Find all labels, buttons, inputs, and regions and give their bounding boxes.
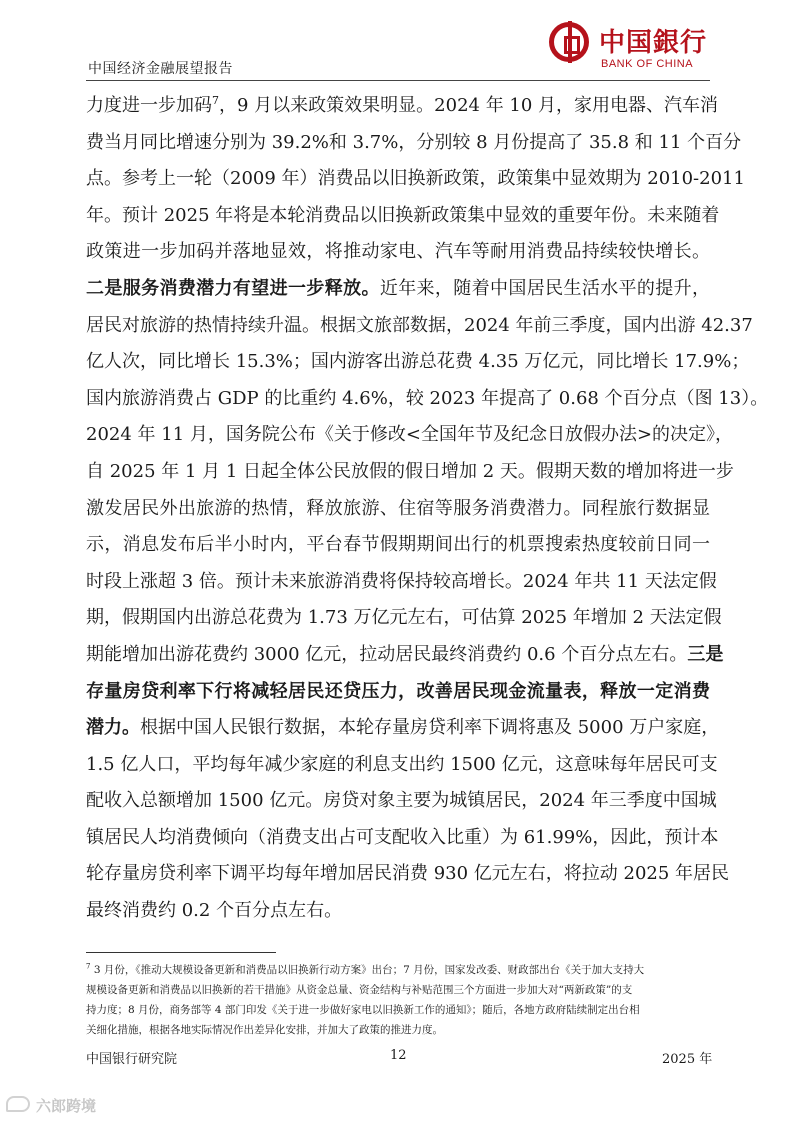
page-number: 12	[390, 1048, 407, 1063]
bank-emblem-icon	[549, 22, 589, 62]
body-line	[86, 710, 720, 747]
footnote-line	[86, 960, 710, 980]
body-line	[86, 161, 745, 198]
body-line	[86, 491, 710, 528]
body-line	[86, 783, 717, 820]
line-text: 镇居民人均消费倾向（消费支出占可支配收入比重）为 61.99%，因此，预计本	[86, 826, 719, 848]
footnote-line	[86, 1000, 710, 1020]
body-line	[86, 344, 750, 381]
header-divider	[86, 80, 710, 81]
footnote-line	[86, 1020, 710, 1040]
body-line	[86, 417, 734, 454]
body-line	[86, 88, 719, 125]
footnote-text: 关细化措施，根据各地实际情况作出差异化安排，并加大了政策的推进力度。	[86, 1024, 443, 1036]
line-text: 根据中国人民银行数据，本轮存量房贷利率下调将惠及 5000 万户家庭，	[140, 717, 720, 739]
footnote-ref: 7	[212, 94, 219, 107]
body-line	[86, 747, 718, 784]
logo-chinese-name: 中国銀行	[599, 28, 708, 58]
body-line	[86, 125, 742, 162]
emphasis-text: 二是服务消费潜力有望进一步释放。	[86, 277, 380, 299]
line-text: 示，消息发布后半小时内，平台春节假期期间出行的机票搜索热度较前日同一	[86, 534, 710, 556]
emphasis-text: 潜力。	[86, 717, 140, 739]
footnote-marker: 7	[86, 962, 91, 971]
body-line	[86, 674, 710, 711]
line-text: 国内旅游消费占 GDP 的比重约 4.6%，较 2023 年提高了 0.68 个百分点（图 13）。	[86, 387, 769, 409]
footnote-line	[86, 980, 710, 1000]
body-line	[86, 198, 720, 235]
logo-english-name: BANK OF CHINA	[601, 58, 694, 70]
line-text: 费当月同比增速分别为 39.2%和 3.7%，分别较 8 月份提高了 35.8 和 11 个百分	[86, 131, 742, 153]
line-text: 1.5 亿人口，平均每年减少家庭的利息支出约 1500 亿元，这意味每年居民可支	[86, 753, 718, 775]
footnote-text: 3 月份，《推动大规模设备更新和消费品以旧换新行动方案》出台；7 月份，国家发改委、财政部出台《关于加大支持大	[93, 964, 645, 976]
footnote-text: 规模设备更新和消费品以旧换新的若干措施》从资金总量、资金结构与补贴范围三个方面进一步加大对“两新政策”的支	[86, 984, 633, 996]
line-text: 2024 年 11 月，国务院公布《关于修改<全国年节及纪念日放假办法>的决定》，	[86, 424, 734, 446]
footer-year: 2025 年	[662, 1052, 713, 1067]
watermark	[6, 1094, 116, 1116]
body-line	[86, 893, 710, 930]
footer-publisher: 中国银行研究院	[86, 1052, 178, 1067]
line-text: 亿人次，同比增长 15.3%；国内游客出游总花费 4.35 万亿元，同比增长 17.9%；	[86, 351, 750, 373]
line-text: ，9 月以来政策效果明显。2024 年 10 月，家用电器、汽车消	[219, 95, 719, 116]
line-text: 期能增加出游花费约 3000 亿元，拉动居民最终消费约 0.6 个百分点左右。	[86, 643, 688, 665]
body-line	[86, 454, 734, 491]
body-text	[86, 88, 769, 930]
body-line	[86, 527, 710, 564]
body-line	[86, 234, 710, 271]
line-text: 最终消费约 0.2 个百分点左右。	[86, 900, 343, 922]
line-text: 近年来，随着中国居民生活水平的提升，	[379, 277, 711, 299]
body-line	[86, 564, 717, 601]
line-text: 自 2025 年 1 月 1 日起全体公民放假的假日增加 2 天。假期天数的增加将进一步	[86, 460, 734, 482]
line-text: 时段上涨超 3 倍。预计未来旅游消费将保持较高增长。2024 年共 11 天法定假	[86, 570, 717, 592]
line-text: 年。预计 2025 年将是本轮消费品以旧换新政策集中显效的重要年份。未来随着	[86, 204, 720, 226]
emphasis-text: 三是	[687, 643, 724, 665]
line-text: 轮存量房贷利率下调平均每年增加居民消费 930 亿元左右，将拉动 2025 年居民	[86, 863, 730, 885]
footnote-divider	[86, 952, 276, 953]
footnote-text: 持力度；8 月份，商务部等 4 部门印发《关于进一步做好家电以旧换新工作的通知》；随后，各地方政府陆续制定出台相	[86, 1004, 640, 1016]
bank-of-china-logo	[549, 18, 719, 78]
line-text: 期，假期国内出游总花费为 1.73 万亿元左右，可估算 2025 年增加 2 天法定假	[86, 607, 722, 629]
line-text: 配收入总额增加 1500 亿元。房贷对象主要为城镇居民，2024 年三季度中国城	[86, 790, 717, 812]
line-text: 居民对旅游的热情持续升温。根据文旅部数据，2024 年前三季度，国内出游 42.37	[86, 314, 753, 336]
emphasis-text: 存量房贷利率下行将减轻居民还贷压力，改善居民现金流量表，释放一定消费	[86, 680, 710, 702]
line-text: 点。参考上一轮（2009 年）消费品以旧换新政策，政策集中显效期为 2010-2011	[86, 168, 745, 190]
body-line	[86, 856, 730, 893]
chat-bubble-icon	[6, 1096, 30, 1112]
body-line	[86, 381, 769, 418]
line-text: 力度进一步加码	[86, 95, 212, 116]
body-line	[86, 600, 722, 637]
body-line	[86, 271, 710, 308]
watermark-text: 六郎跨境	[36, 1098, 97, 1115]
body-line	[86, 637, 724, 674]
report-title: 中国经济金融展望报告	[88, 61, 233, 77]
body-line	[86, 308, 753, 345]
body-line	[86, 820, 719, 857]
line-text: 政策进一步加码并落地显效，将推动家电、汽车等耐用消费品持续较快增长。	[86, 241, 710, 263]
footnote	[86, 960, 710, 1040]
line-text: 激发居民外出旅游的热情，释放旅游、住宿等服务消费潜力。同程旅行数据显	[86, 497, 710, 519]
